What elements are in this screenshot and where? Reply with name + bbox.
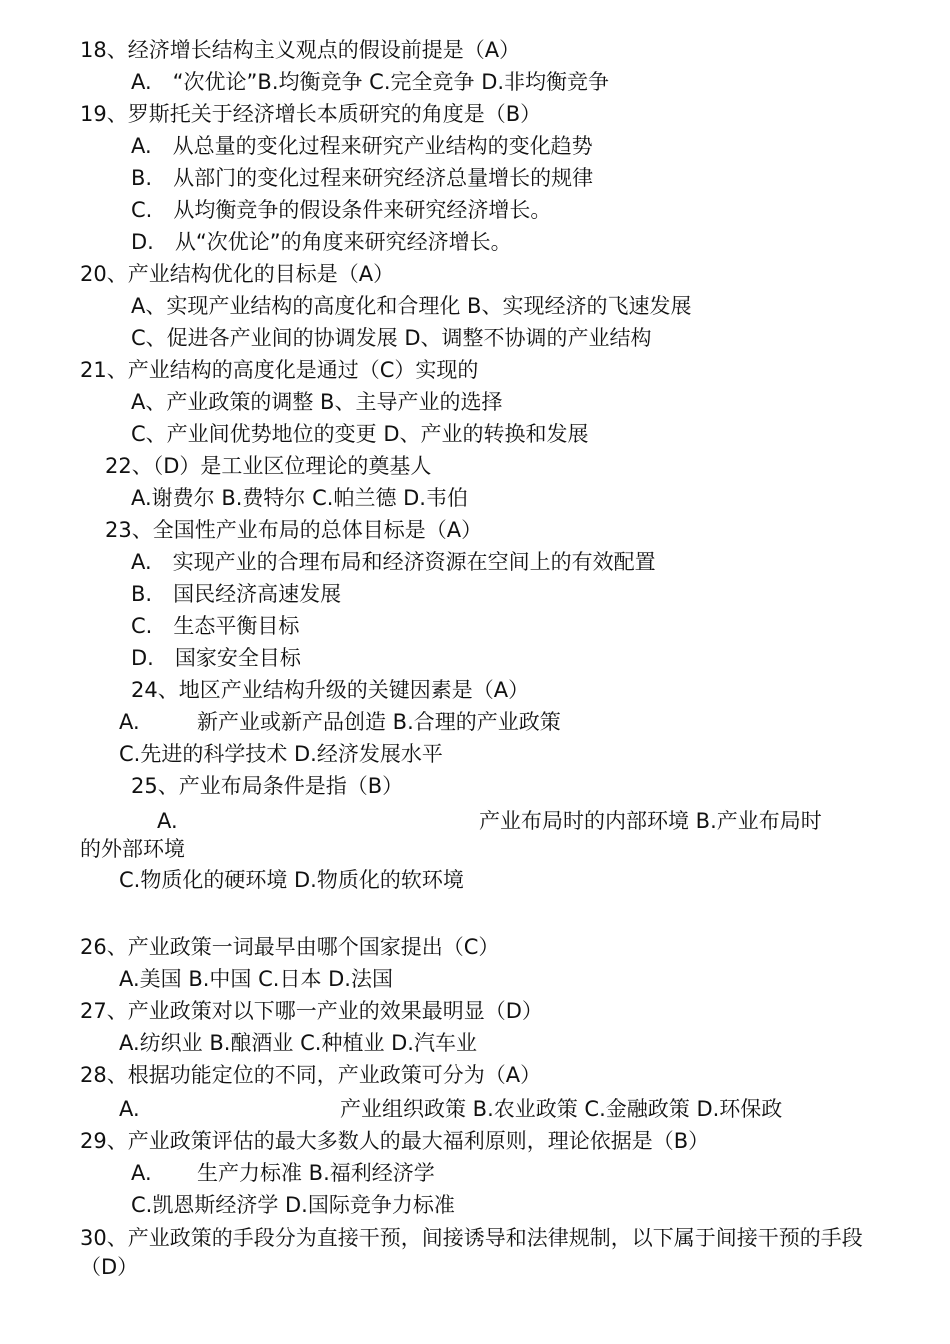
question-19: 19、罗斯托关于经济增长本质研究的角度是（B） bbox=[80, 102, 542, 126]
question-24: 24、地区产业结构升级的关键因素是（A） bbox=[131, 678, 530, 702]
question-30: 30、产业政策的手段分为直接干预，间接诱导和法律规制，以下属于间接干预的手段（D） bbox=[80, 1226, 863, 1279]
option-19-b: B. 从部门的变化过程来研究经济总量增长的规律 bbox=[131, 166, 594, 190]
option-23-a: A. 实现产业的合理布局和经济资源在空间上的有效配置 bbox=[131, 550, 656, 574]
options-22: A.谢费尔 B.费特尔 C.帕兰德 D.韦伯 bbox=[131, 486, 468, 510]
options-20-line1: A、实现产业结构的高度化和合理化 B、实现经济的飞速发展 bbox=[131, 294, 692, 318]
option-29-a-marker: A. bbox=[131, 1161, 152, 1185]
question-20: 20、产业结构优化的目标是（A） bbox=[80, 262, 395, 286]
options-24-line2: C.先进的科学技术 D.经济发展水平 bbox=[119, 742, 443, 766]
question-28: 28、根据功能定位的不同，产业政策可分为（A） bbox=[80, 1063, 542, 1087]
options-29-line2: C.凯恩斯经济学 D.国际竞争力标准 bbox=[131, 1193, 455, 1217]
question-23: 23、全国性产业布局的总体目标是（A） bbox=[105, 518, 483, 542]
question-27: 27、产业政策对以下哪一产业的效果最明显（D） bbox=[80, 999, 543, 1023]
options-28: 产业组织政策 B.农业政策 C.金融政策 D.环保政 bbox=[340, 1097, 783, 1121]
option-19-c: C. 从均衡竞争的假设条件来研究经济增长。 bbox=[131, 198, 552, 222]
option-19-d: D. 从“次优论”的角度来研究经济增长。 bbox=[131, 230, 512, 254]
options-21-line2: C、产业间优势地位的变更 D、产业的转换和发展 bbox=[131, 422, 589, 446]
options-29-line1: 生产力标准 B.福利经济学 bbox=[197, 1161, 435, 1185]
options-25-line1: 产业布局时的内部环境 B.产业布局时 bbox=[479, 809, 822, 833]
options-20-line2: C、促进各产业间的协调发展 D、调整不协调的产业结构 bbox=[131, 326, 652, 350]
option-23-b: B. 国民经济高速发展 bbox=[131, 582, 342, 606]
options-25-line2: C.物质化的硬环境 D.物质化的软环境 bbox=[119, 868, 464, 892]
options-27: A.纺织业 B.酿酒业 C.种植业 D.汽车业 bbox=[119, 1031, 477, 1055]
options-18: A. “次优论”B.均衡竞争 C.完全竞争 D.非均衡竞争 bbox=[131, 70, 610, 94]
question-21: 21、产业结构的高度化是通过（C）实现的 bbox=[80, 358, 479, 382]
question-22: 22、（D）是工业区位理论的奠基人 bbox=[105, 454, 432, 478]
option-23-c: C. 生态平衡目标 bbox=[131, 614, 300, 638]
options-21-line1: A、产业政策的调整 B、主导产业的选择 bbox=[131, 390, 503, 414]
question-18: 18、经济增长结构主义观点的假设前提是（A） bbox=[80, 38, 521, 62]
options-25-line1-wrap: 的外部环境 bbox=[80, 837, 185, 861]
question-25: 25、产业布局条件是指（B） bbox=[131, 774, 404, 798]
question-26: 26、产业政策一词最早由哪个国家提出（C） bbox=[80, 935, 500, 959]
question-29: 29、产业政策评估的最大多数人的最大福利原则，理论依据是（B） bbox=[80, 1129, 710, 1153]
options-26: A.美国 B.中国 C.日本 D.法国 bbox=[119, 967, 393, 991]
option-24-a-marker: A. bbox=[119, 710, 140, 734]
option-25-a-marker: A. bbox=[157, 809, 178, 833]
option-28-a-marker: A. bbox=[119, 1097, 140, 1121]
option-19-a: A. 从总量的变化过程来研究产业结构的变化趋势 bbox=[131, 134, 593, 158]
options-24-line1: 新产业或新产品创造 B.合理的产业政策 bbox=[197, 710, 561, 734]
option-23-d: D. 国家安全目标 bbox=[131, 646, 301, 670]
